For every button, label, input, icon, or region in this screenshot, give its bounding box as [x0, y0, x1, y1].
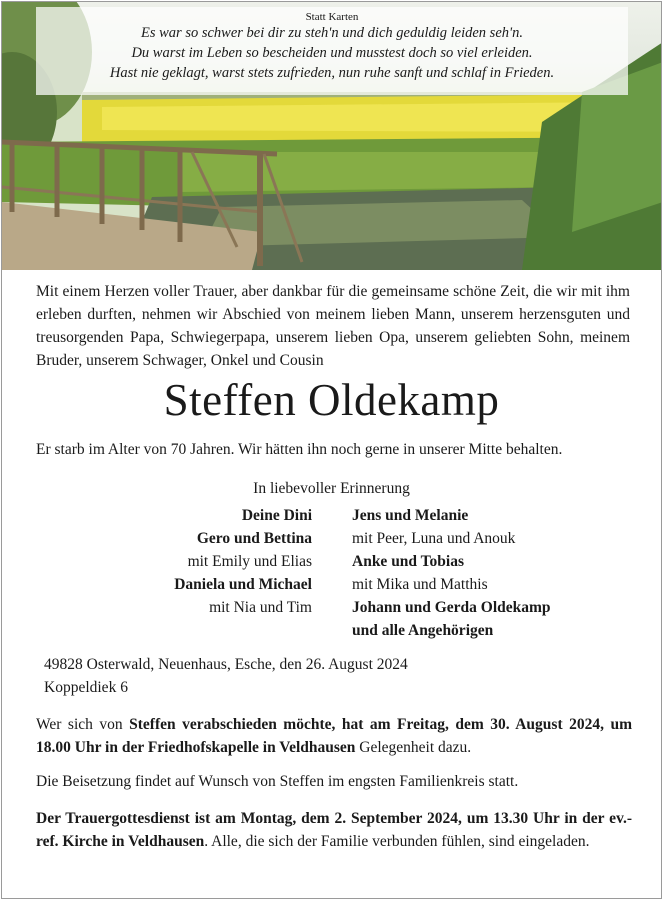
signer: Daniela und Michael [174, 576, 312, 593]
verse-line: Es war so schwer bei dir zu steh'n und dich geduldig leiden seh'n. [141, 25, 523, 41]
signer: mit Nia und Tim [209, 599, 312, 616]
farewell-pre: Wer sich von [36, 716, 130, 733]
place-and-address [44, 653, 408, 699]
burial-paragraph: Die Beisetzung findet auf Wunsch von Steffen im engsten Familienkreis statt. [36, 773, 519, 790]
verse-box [36, 7, 628, 95]
header-label: Statt Karten [305, 11, 359, 23]
signers-right-column [352, 504, 551, 642]
signers-left-column [174, 504, 312, 619]
signer: Johann und Gerda Oldekamp [352, 599, 551, 616]
verse-line: Du warst im Leben so bescheiden und musstest doch so viel erleiden. [131, 45, 533, 61]
signer: und alle Angehörigen [352, 622, 494, 639]
memory-line: In liebevoller Erinnerung [253, 480, 410, 497]
farewell-bold: Steffen verabschieden möchte, hat am Freitag, dem 30. August 2024, um 18.00 Uhr in der Friedhofskapelle in Veldhausen [36, 716, 632, 756]
deceased-name: Steffen Oldekamp [163, 375, 500, 425]
service-paragraph [36, 807, 632, 853]
age-line: Er starb im Alter von 70 Jahren. Wir hätten ihn noch gerne in unserer Mitte behalten. [36, 441, 563, 458]
signer: mit Emily und Elias [187, 553, 312, 570]
service-bold: Der Trauergottesdienst ist am Montag, dem 2. September 2024, um 13.30 Uhr in der ev.-ref. Kirche in Veldhausen [36, 810, 632, 850]
farewell-paragraph [36, 713, 632, 759]
intro-text: Mit einem Herzen voller Trauer, aber dankbar für die gemeinsame schöne Zeit, die wir mit ihm erleben durften, nehmen wir Abschied von meinem lieben Mann, unserem herzensguten und treusorgenden Papa, Schwiegerpapa, unserem lieben Opa, unserem geliebten Sohn, meinem Bruder, unserem Schwager, Onkel und Cousin [36, 283, 630, 369]
signer: Gero und Bettina [196, 530, 312, 547]
signer: mit Mika und Matthis [352, 576, 488, 593]
signer: mit Peer, Luna und Anouk [352, 530, 516, 547]
obituary-notice [1, 1, 662, 899]
signer: Deine Dini [241, 507, 312, 524]
farewell-post: Gelegenheit dazu. [355, 739, 472, 756]
place-date: 49828 Osterwald, Neuenhaus, Esche, den 26. August 2024 [44, 656, 408, 673]
service-post: . Alle, die sich der Familie verbunden fühlen, sind eingeladen. [204, 833, 590, 850]
signer: Anke und Tobias [352, 553, 465, 570]
verse-line: Hast nie geklagt, warst stets zufrieden, nun ruhe sanft und schlaf in Frieden. [109, 65, 555, 81]
address: Koppeldiek 6 [44, 679, 128, 696]
signer: Jens und Melanie [352, 507, 469, 524]
landscape-photo [2, 2, 661, 270]
